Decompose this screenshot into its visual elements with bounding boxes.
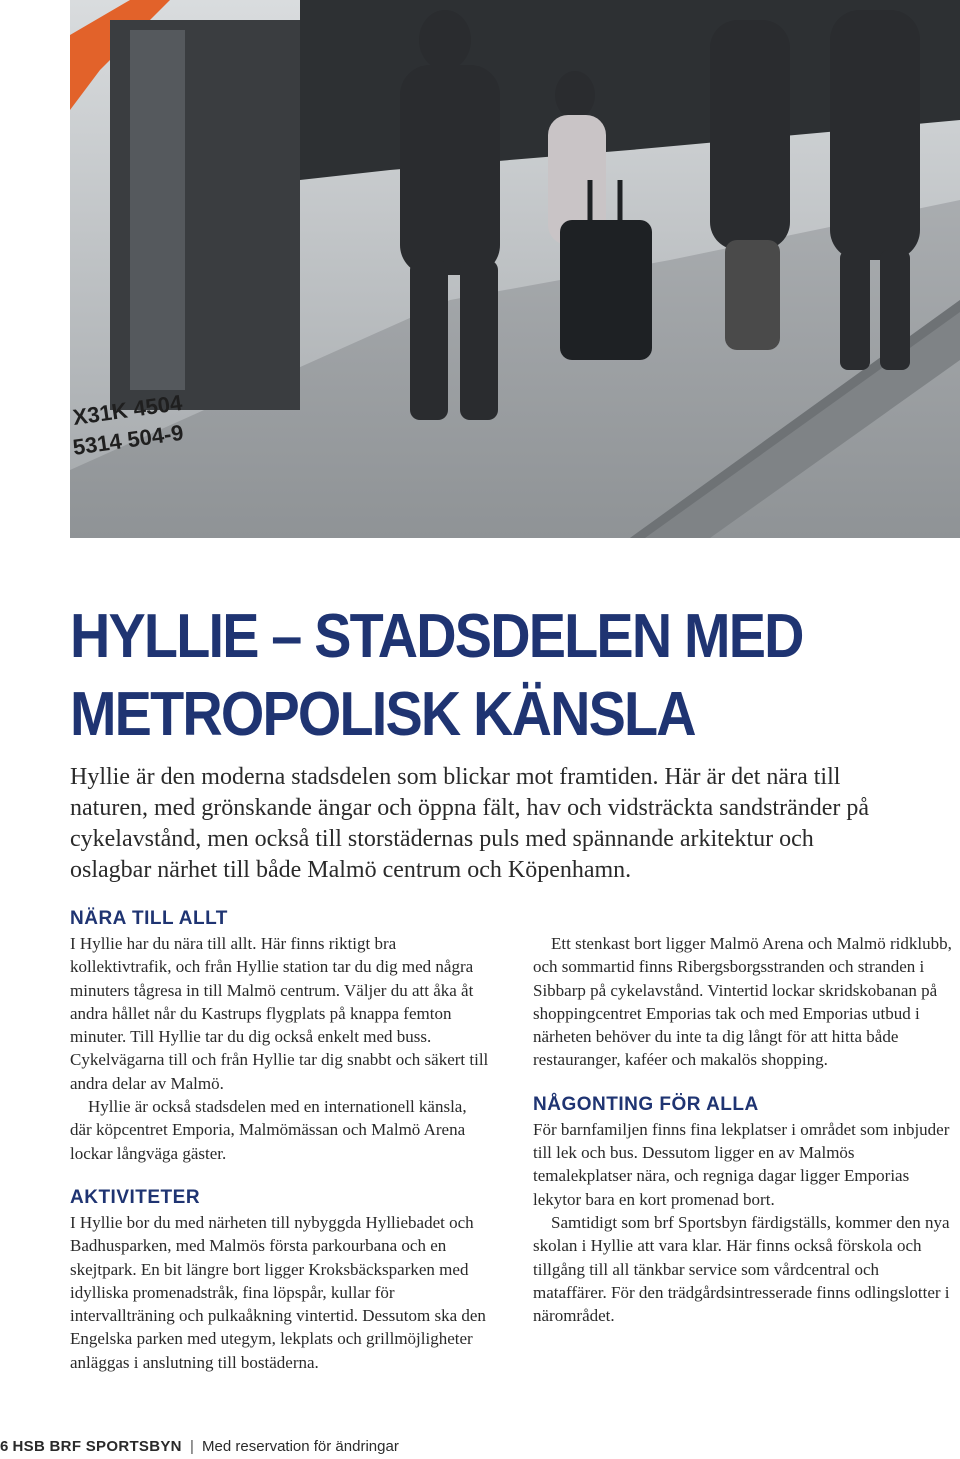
platform-illustration	[70, 0, 960, 538]
body-paragraph: Ett stenkast bort ligger Malmö Arena och Malmö ridklubb, och sommartid finns Ribergsborgsstranden och stranden i Sibbarp på cykelavstånd. Vintertid lockar skridskobanan på shoppingcentret Emporias tak och med Emporias utbud i närheten behöver du inte ta dig långt för att hitta både restauranger, kaféer och makalös shopping.	[533, 934, 952, 1070]
footer-brand: HSB BRF SPORTSBYN	[12, 1438, 182, 1455]
body-paragraph: Hyllie är också stadsdelen med en internationell känsla, där köpcentret Emporia, Malmömässan och Malmö Arena lockar långväga gäster.	[70, 1097, 467, 1163]
article-title	[70, 598, 862, 754]
article-lead: Hyllie är den moderna stadsdelen som blickar mot framtiden. Här är det nära till naturen, med grönskande ängar och öppna fält, hav och vidsträckta sandstränder på cykelavstånd, men också till storstädernas puls med spännande arkitektur och oslagbar närhet till både Malmö centrum och Köpenhamn.	[70, 764, 870, 883]
section-heading-nara-till-allt: NÄRA TILL ALLT	[70, 908, 228, 929]
footer-note: Med reservation för ändringar	[202, 1438, 399, 1455]
page-footer	[0, 1437, 399, 1459]
section-heading-aktiviteter: AKTIVITETER	[70, 1186, 201, 1208]
section-heading-nagonting-for-alla: NÅGONTING FÖR ALLA	[533, 1093, 759, 1115]
hero-photo-train-platform	[70, 0, 960, 538]
body-paragraph: För barnfamiljen finns fina lekplatser i området som inbjuder till lek och bus. Dessutom ligger en av Malmös temalekplatser nära, och regniga dagar ligger Emporias lekytor bara en kort promenad bort.	[533, 1119, 950, 1209]
title-line-1: HYLLIE – STADSDELEN MED	[70, 602, 803, 671]
train-number-2: 5314 504-9	[71, 419, 185, 460]
body-paragraph: I Hyllie bor du med närheten till nybyggda Hylliebadet och Badhusparken, med Malmös första parkourbana och en skejtpark. En bit längre bort ligger Kroksbäcksparken med idylliska promenadstråk, fina löpspår, kullar för intervallträning och pulkaåkning vintertid. Dessutom ska den Engelska parken med utegym, lekplats och grillmöjligheter anläggas i anslutning till bostäderna.	[70, 1212, 486, 1372]
body-paragraph: I Hyllie har du nära till allt. Här finns riktigt bra kollektivtrafik, och från Hyllie station tar du dig med några minuters tågresa in till Malmö centrum. Väljer du att åka åt andra hållet når du Kastrups flygplats på knappa femton minuter. Till Hyllie tar du dig också enkelt med buss. Cykelvägarna till och från Hyllie tar dig snabbt och säkert till andra delar av Malmö.	[70, 934, 489, 1093]
left-column	[70, 906, 490, 1374]
title-line-2: METROPOLISK KÄNSLA	[70, 680, 695, 749]
train-number-1: X31K 4504	[71, 389, 184, 430]
page-number: 6	[0, 1438, 9, 1455]
footer-separator: |	[189, 1438, 194, 1455]
body-paragraph: Samtidigt som brf Sportsbyn färdigställs, kommer den nya skolan i Hyllie att vara klar. Här finns också förskola och tillgång till all tänkbar service som vårdcentral och mataffärer. För den trädgårdsintresserade finns odlingslotter i närområdet.	[533, 1212, 950, 1326]
right-column	[533, 932, 953, 1327]
suitcase	[560, 220, 652, 360]
